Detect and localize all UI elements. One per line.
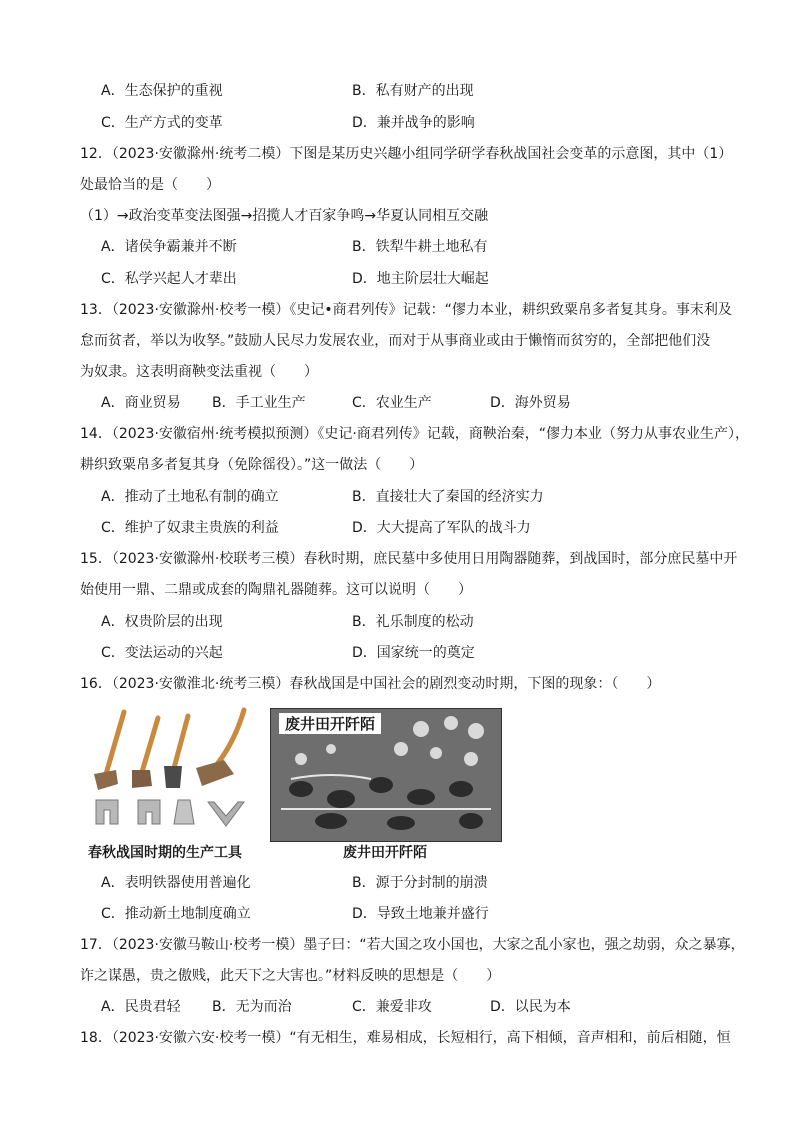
q13-stem-line2: 怠而贫者，举以为收孥。”鼓励人民尽力发展农业，而对于从事商业或由于懒惰而贫穷的，全部把他们没: [80, 333, 711, 349]
q15-stem-line1: 15．（2023·安徽滁州·校联考三模）春秋时期，庶民墓中多使用日用陶器随葬，到战国时，部分庶民墓中开: [80, 551, 738, 567]
relief-image: [270, 708, 502, 842]
q14-option-d: D．大大提高了军队的战斗力: [352, 520, 531, 536]
q11-option-b: B．私有财产的出现: [352, 83, 474, 99]
q13-option-c: C．农业生产: [352, 395, 432, 411]
q14-option-c: C．维护了奴隶主贵族的利益: [101, 520, 279, 536]
q18-stem-line1: 18．（2023·安徽六安·校考一模）“有无相生，难易相成，长短相行，高下相倾，音声相和，前后相随，恒: [80, 1030, 731, 1046]
q13-option-d: D．海外贸易: [490, 395, 571, 411]
q16-option-d: D．导致土地兼并盛行: [352, 906, 489, 922]
tools-caption: 春秋战国时期的生产工具: [88, 845, 242, 861]
q15-option-d: D．国家统一的奠定: [352, 645, 475, 661]
q15-stem-line2: 始使用一鼎、二鼎或成套的陶鼎礼器随葬。这可以说明（ ）: [80, 582, 472, 598]
tools-illustration: [84, 704, 266, 836]
q17-option-a: A．民贵君轻: [101, 999, 181, 1015]
q11-option-d: D．兼并战争的影响: [352, 115, 475, 131]
q11-option-a: A．生态保护的重视: [101, 83, 223, 99]
relief-title: 废井田开阡陌: [279, 713, 381, 734]
q17-stem-line1: 17．（2023·安徽马鞍山·校考一模）墨子曰：“若大国之攻小国也，大家之乱小家也，强之劫弱，众之暴寡，: [80, 937, 745, 953]
q14-stem-line1: 14．（2023·安徽宿州·统考模拟预测）《史记·商君列传》记载，商鞅治秦，“僇力本业（努力从事农业生产），: [80, 426, 750, 442]
q12-option-d: D．地主阶层壮大崛起: [352, 271, 489, 287]
q15-option-b: B．礼乐制度的松动: [352, 614, 474, 630]
q12-stem-line1: 12．（2023·安徽滁州·统考二模）下图是某历史兴趣小组同学研学春秋战国社会变革的示意图，其中（1）: [80, 146, 733, 162]
relief-caption: 废井田开阡陌: [343, 845, 427, 861]
q16-option-a: A．表明铁器使用普遍化: [101, 875, 251, 891]
q17-stem-line2: 诈之谋愚，贵之傲贱，此天下之大害也。”材料反映的思想是（ ）: [80, 968, 501, 984]
q16-option-c: C．推动新土地制度确立: [101, 906, 251, 922]
q13-option-a: A．商业贸易: [101, 395, 181, 411]
q17-option-b: B．无为而治: [212, 999, 292, 1015]
q15-option-a: A．权贵阶层的出现: [101, 614, 223, 630]
q14-stem-line2: 耕织致粟帛多者复其身（免除徭役）。”这一做法（ ）: [80, 457, 424, 473]
q12-diagram-text: （1）→政治变革变法图强→招揽人才百家争鸣→华夏认同相互交融: [80, 208, 489, 224]
q12-option-b: B．铁犁牛耕土地私有: [352, 239, 488, 255]
q14-option-a: A．推动了土地私有制的确立: [101, 489, 279, 505]
q12-option-c: C．私学兴起人才辈出: [101, 271, 237, 287]
q16-stem-line1: 16．（2023·安徽淮北·统考三模）春秋战国是中国社会的剧烈变动时期，下图的现象：（ ）: [80, 676, 661, 692]
q17-option-c: C．兼爱非攻: [352, 999, 432, 1015]
q12-option-a: A．诸侯争霸兼并不断: [101, 239, 237, 255]
farm-tools-icon: [84, 704, 266, 836]
q15-option-c: C．变法运动的兴起: [101, 645, 223, 661]
q14-option-b: B．直接壮大了秦国的经济实力: [352, 489, 544, 505]
q16-option-b: B．源于分封制的崩溃: [352, 875, 488, 891]
q17-option-d: D．以民为本: [490, 999, 571, 1015]
q11-option-c: C．生产方式的变革: [101, 115, 223, 131]
q12-stem-line2: 处最恰当的是（ ）: [80, 177, 220, 193]
q13-option-b: B．手工业生产: [212, 395, 306, 411]
q13-stem-line3: 为奴隶。这表明商鞅变法重视（ ）: [80, 364, 318, 380]
q13-stem-line1: 13．（2023·安徽滁州·校考一模）《史记•商君列传》记载：“僇力本业，耕织致粟帛多者复其身。事末利及: [80, 302, 732, 318]
